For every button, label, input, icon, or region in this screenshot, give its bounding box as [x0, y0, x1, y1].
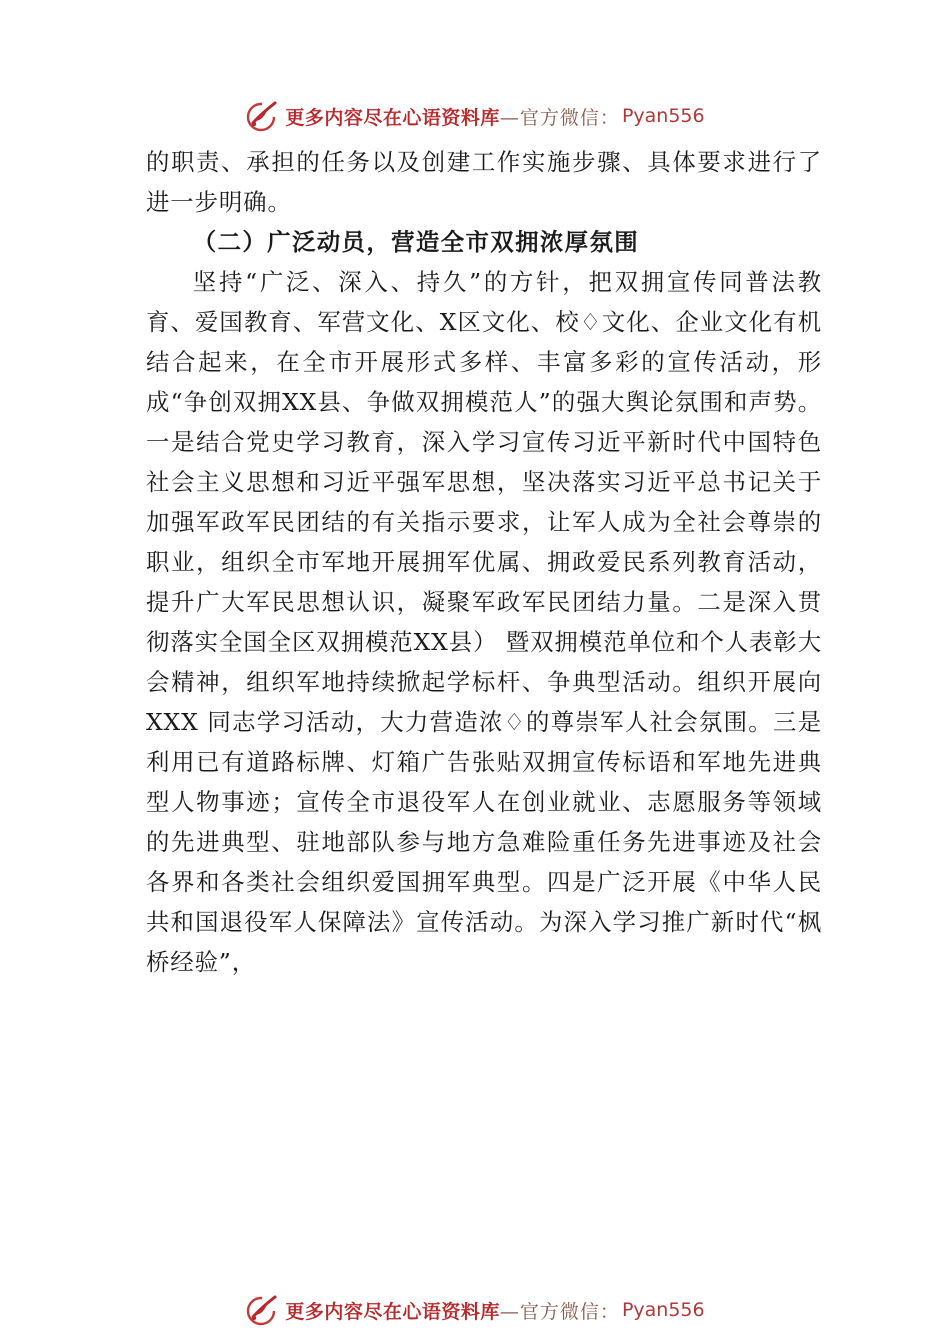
watermark-wechat-id: Pyan556: [621, 1299, 705, 1321]
brush-logo-icon: [245, 1293, 279, 1327]
header-watermark: [0, 96, 950, 136]
watermark-wechat-id: Pyan556: [621, 105, 705, 127]
footer-watermark: [0, 1290, 950, 1330]
body-paragraph: 坚持“广泛、深入、持久”的方针，把双拥宣传同普法教育、爱国教育、军营文化、X区文化、校♢文化、企业文化有机结合起来，在全市开展形式多样、丰富多彩的宣传活动，形成“争创双拥XX县、争做双拥模范人”的强大舆论氛围和声势。一是结合党史学习教育，深入学习宣传习近平新时代中国特色社会主义思想和习近平强军思想，坚决落实习近平总书记关于加强军政军民团结的有关指示要求，让军人成为全社会尊崇的职业，组织全市军地开展拥军优属、拥政爱民系列教育活动，提升广大军民思想认识，凝聚军政军民团结力量。二是深入贯彻落实全国全区双拥模范XX县） 暨双拥模范单位和个人表彰大会精神，组织军地持续掀起学标杆、争典型活动。组织开展向 XXX 同志学习活动，大力营造浓♢的尊崇军人社会氛围。三是利用已有道路标牌、灯箱广告张贴双拥宣传标语和军地先进典型人物事迹；宣传全市退役军人在创业就业、志愿服务等领域的先进典型、驻地部队参与地方急难险重任务先进事迹及社会各界和各类社会组织爱国拥军典型。四是广泛开展《中华人民共和国退役军人保障法》宣传活动。为深入学习推广新时代“枫桥经验”，: [146, 268, 822, 976]
brush-logo-icon: [245, 99, 279, 133]
watermark-brand-text: 更多内容尽在心语资料库: [285, 106, 500, 129]
continuation-paragraph: 的职责、承担的任务以及创建工作实施步骤、具体要求进行了进一步明确。: [146, 148, 822, 216]
watermark-brand-text: 更多内容尽在心语资料库: [285, 1300, 500, 1323]
watermark-wechat-label: —官方微信：: [499, 106, 620, 129]
document-body: [146, 142, 822, 982]
watermark-wechat-label: —官方微信：: [499, 1300, 620, 1323]
section-heading: （二）广泛动员，营造全市双拥浓厚氛围: [192, 228, 640, 256]
